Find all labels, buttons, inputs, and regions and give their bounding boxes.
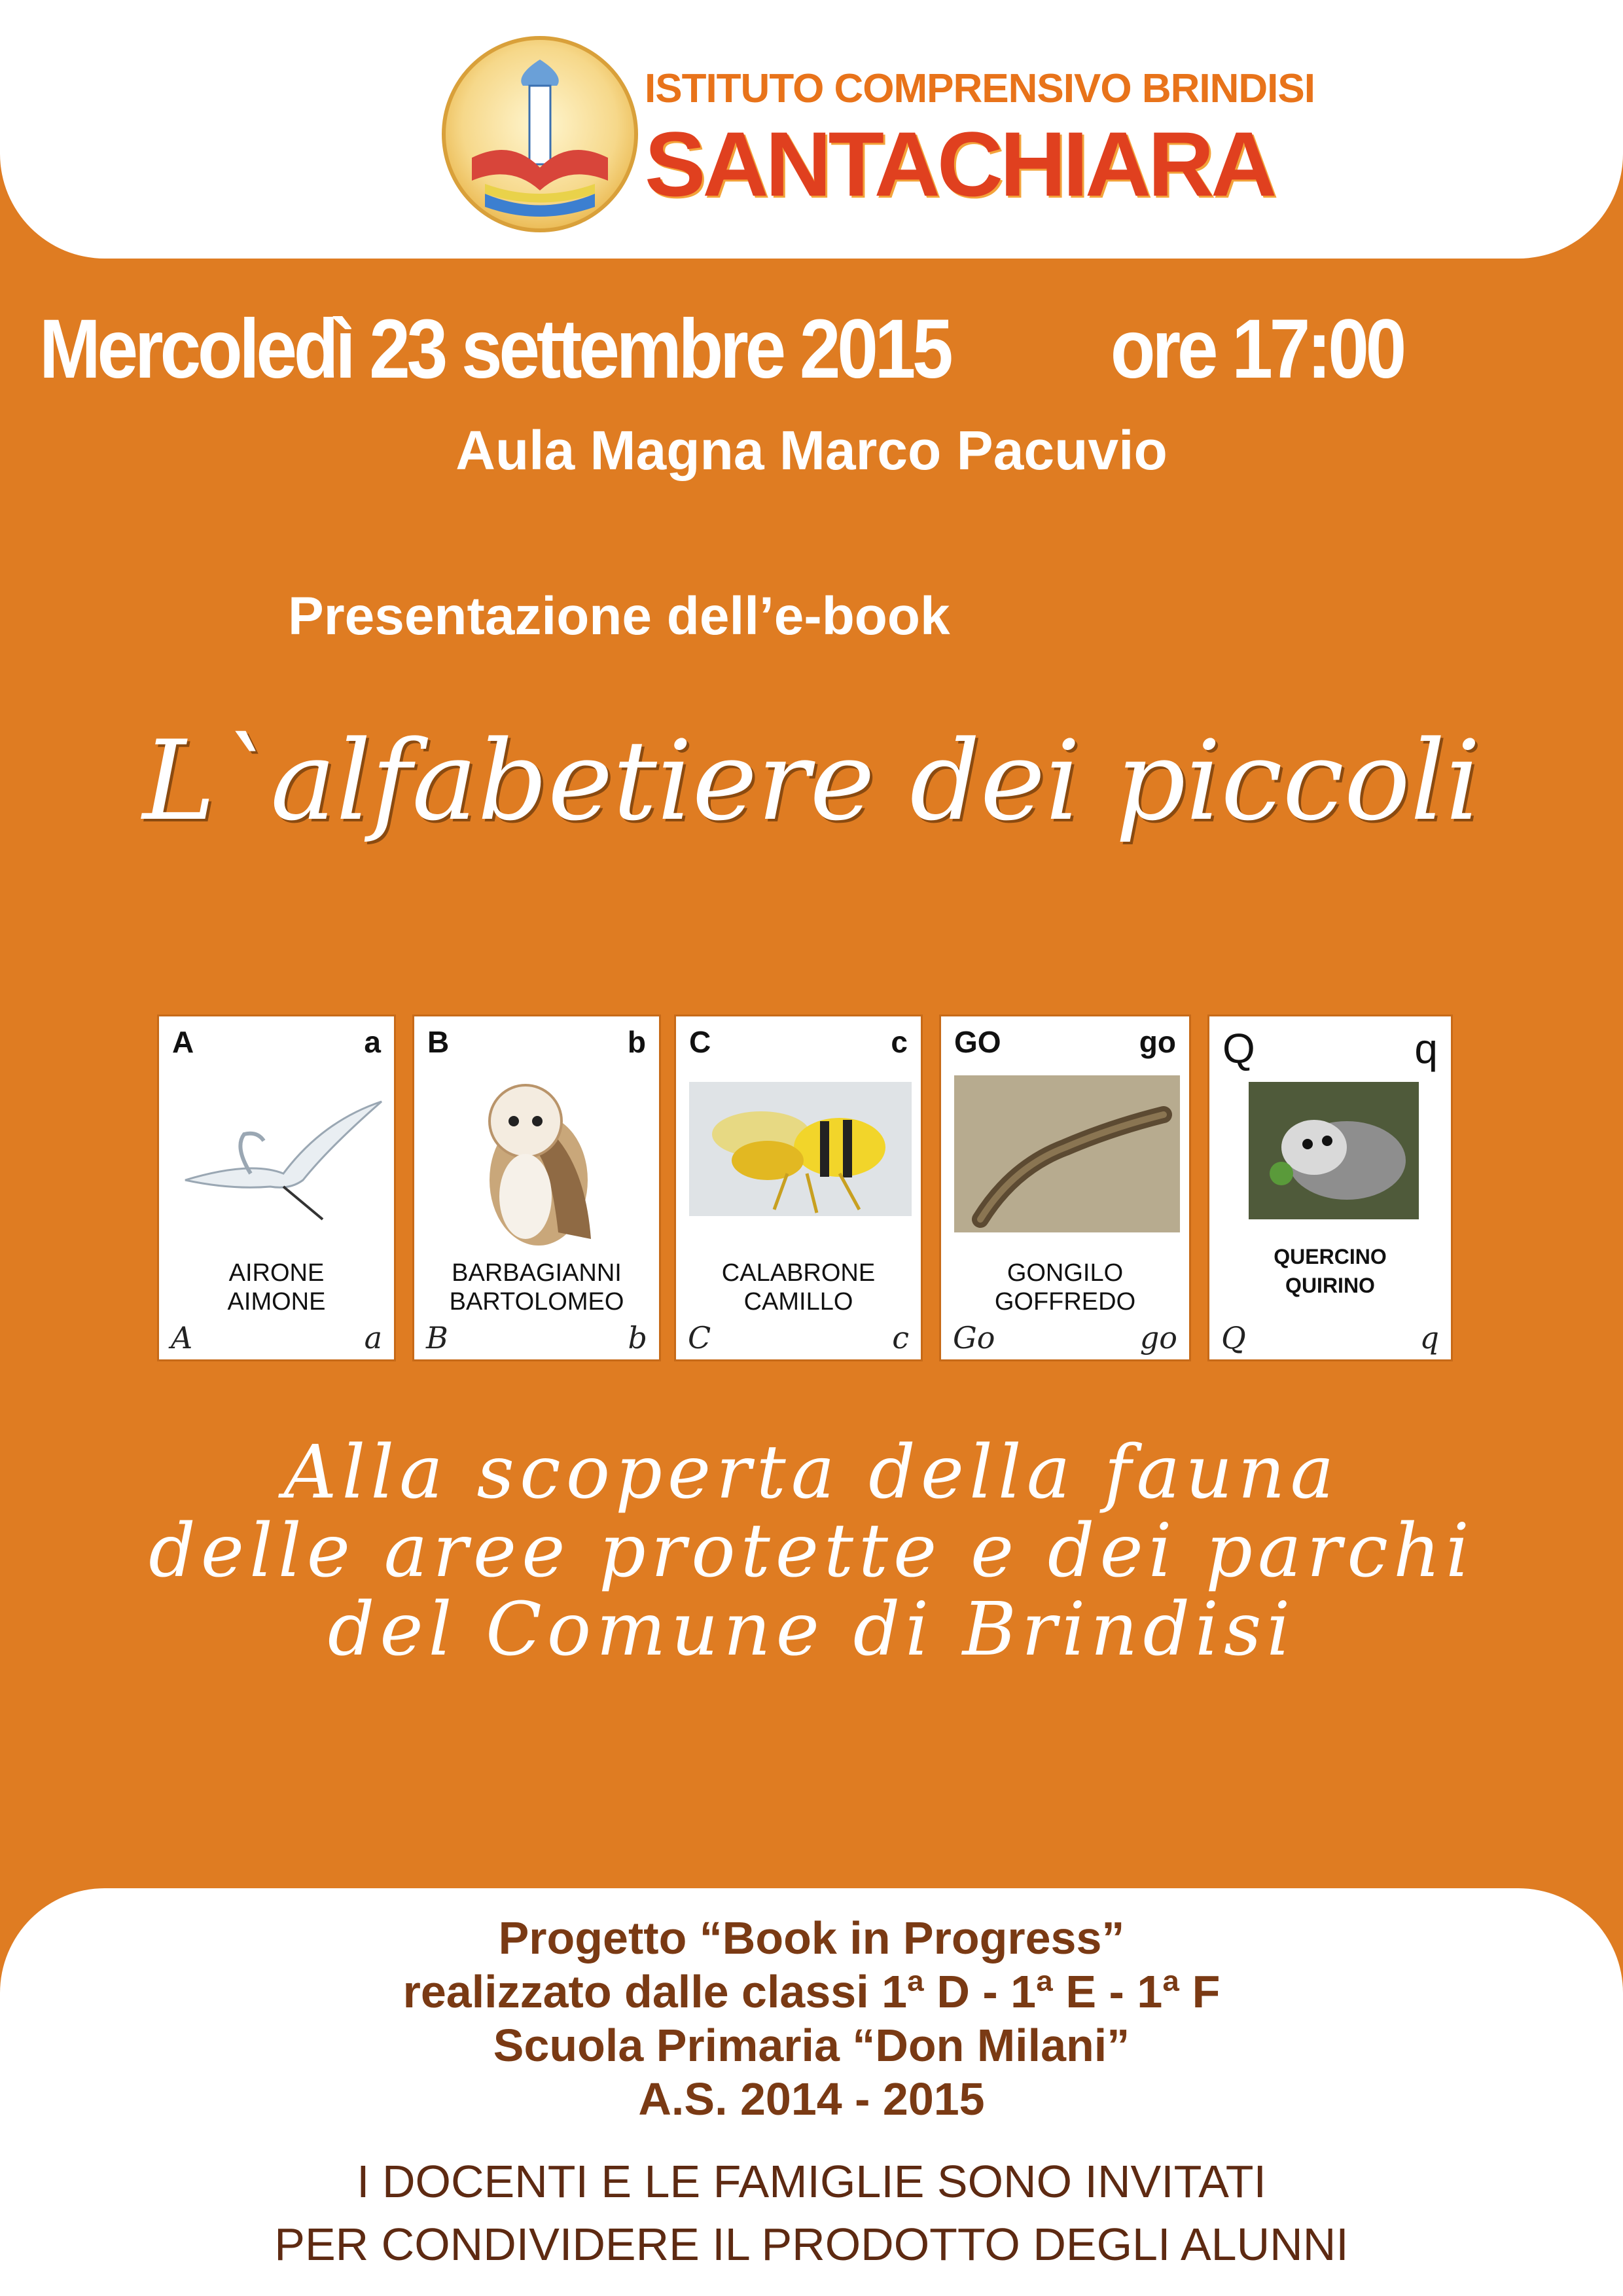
- card-q: [1207, 1014, 1453, 1361]
- presentation-label: Presentazione dell’e-book: [288, 586, 950, 646]
- project-line: Progetto “Book in Progress”: [498, 1912, 1125, 1964]
- card-script-capital: B: [426, 1320, 448, 1355]
- project-info: [0, 1911, 1623, 2126]
- header-banner: [0, 0, 1623, 259]
- card-animal-name: QUERCINO QUIRINO: [1274, 1245, 1387, 1297]
- invite-line-1: I DOCENTI E LE FAMIGLIE SONO INVITATI: [357, 2156, 1266, 2207]
- card-script-lowercase: go: [1139, 1320, 1177, 1355]
- card-script-lowercase: b: [628, 1320, 647, 1355]
- classes-line: realizzato dalle classi 1ª D - 1ª E - 1ª F: [402, 1966, 1221, 2017]
- card-animal-name: CALABRONE CAMILLO: [721, 1259, 876, 1316]
- card-capital: A: [172, 1025, 194, 1059]
- card-a: [157, 1014, 396, 1361]
- card-animal-name: AIRONE AIMONE: [227, 1259, 326, 1316]
- card-script-capital: A: [171, 1320, 193, 1355]
- card-script-capital: Q: [1221, 1320, 1246, 1355]
- event-date-time: [39, 301, 1410, 397]
- card-capital: Q: [1222, 1025, 1255, 1072]
- school-name: SANTACHIARA: [645, 113, 1274, 215]
- card-capital: GO: [954, 1025, 1001, 1059]
- year-line: A.S. 2014 - 2015: [638, 2073, 985, 2125]
- card-lowercase: a: [364, 1025, 381, 1059]
- book-title: L`alfabetiere dei piccoli: [142, 717, 1481, 845]
- card-animal-name: GONGILO GOFFREDO: [994, 1259, 1136, 1316]
- card-animal-name: BARBAGIANNI BARTOLOMEO: [449, 1259, 624, 1316]
- card-c: [674, 1014, 923, 1361]
- event-venue: Aula Magna Marco Pacuvio: [455, 420, 1168, 481]
- card-lowercase: go: [1139, 1025, 1176, 1059]
- card-script-lowercase: a: [364, 1320, 382, 1355]
- school-institute-line: ISTITUTO COMPRENSIVO BRINDISI: [645, 66, 1315, 111]
- card-go: [939, 1014, 1191, 1361]
- invite-line-2: PER CONDIVIDERE IL PRODOTTO DEGLI ALUNNI: [274, 2219, 1349, 2270]
- card-lowercase: c: [891, 1025, 908, 1059]
- card-b: [412, 1014, 661, 1361]
- card-capital: C: [689, 1025, 711, 1059]
- invitation: [0, 2150, 1623, 2276]
- event-date: Mercoledì 23 settembre 2015: [39, 302, 950, 396]
- subtitle-text: Alla scoperta della fauna delle aree protette e dei parchi del Comune di Brindisi: [149, 1430, 1474, 1672]
- card-script-capital: C: [688, 1320, 711, 1355]
- card-script-lowercase: q: [1419, 1320, 1439, 1355]
- card-lowercase: q: [1414, 1025, 1438, 1072]
- card-lowercase: b: [627, 1025, 646, 1059]
- school-line: Scuola Primaria “Don Milani”: [493, 2020, 1130, 2071]
- card-capital: B: [427, 1025, 450, 1059]
- card-script-lowercase: c: [892, 1320, 909, 1355]
- event-time: ore 17:00: [1110, 302, 1403, 396]
- card-script-capital: Go: [953, 1320, 995, 1355]
- school-crest-logo-icon: [442, 36, 638, 232]
